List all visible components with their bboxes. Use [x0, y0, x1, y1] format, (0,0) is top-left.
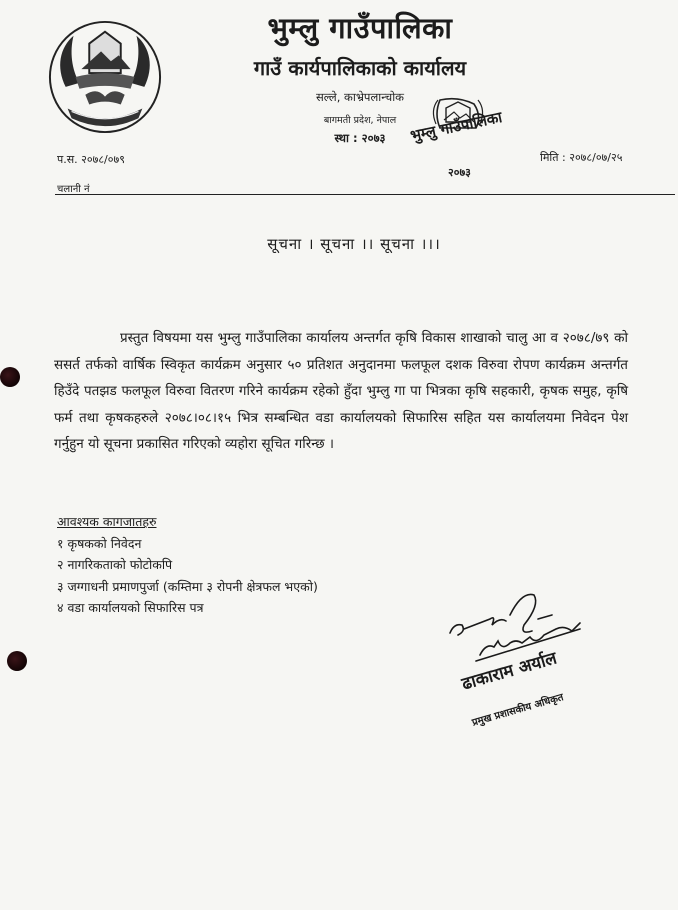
document-item: १ कृषकको निवेदन: [57, 535, 142, 551]
dispatch-number: चलानी नं: [57, 184, 90, 195]
document-item: ४ वडा कार्यालयको सिफारिस पत्र: [57, 600, 204, 615]
office-address: सल्ले, काभ्रेपलान्चोक: [315, 90, 405, 104]
nepal-emblem-icon: [46, 18, 164, 136]
signer-title: प्रमुख प्रशासकीय अधिकृत: [470, 692, 565, 729]
signer-name: ढाकाराम अर्याल: [459, 648, 560, 695]
seal-text: भुम्लु गाउँपालिका: [408, 107, 504, 145]
handwritten-signature-icon: [440, 585, 590, 665]
documents-heading: आवश्यक कागजातहरु: [57, 514, 157, 529]
seal-year: २०७३: [448, 166, 471, 179]
required-documents: [57, 511, 497, 619]
org-name: भुम्लु गाउँपालिका: [267, 11, 453, 45]
punch-hole: [0, 367, 20, 387]
office-name: गाउँ कार्यपालिकाको कार्यालय: [253, 56, 467, 80]
header-divider: [55, 194, 675, 195]
document-item: २ नागरिकताको फोटोकपि: [57, 557, 173, 572]
document-item: ३ जग्गाधनी प्रमाणपुर्जा (कम्तिमा ३ रोपनी क्षेत्रफल भएको): [57, 578, 318, 594]
notice-title: सूचना । सूचना ।। सूचना ।।।: [267, 235, 441, 253]
established-year: स्था : २०७३: [334, 131, 386, 145]
letter-date: मिति : २०७८/०७/२५: [540, 151, 623, 164]
punch-hole: [7, 651, 27, 671]
office-province: बागमती प्रदेश, नेपाल: [323, 115, 397, 126]
reference-number: प.स. २०७८/०७९: [57, 153, 125, 166]
notice-body: प्रस्तुत विषयमा यस भुम्लु गाउँपालिका कार्यालय अन्तर्गत कृषि विकास शाखाको चालु आ व २०७८/७९ को ससर्त तर्फको वार्षिक स्विकृत कार्यक्रम अनुसार ५० प्रतिशत अनुदानमा फलफूल दशक विरुवा रोपण कार्यक्रम अन्तर्गत हिउँदे पतझड फलफूल विरुवा वितरण गरिने कार्यक्रम रहेको हुँदा भुम्लु गा पा भित्रका कृषि सहकारी, कृषक समुह, कृषि फर्म तथा कृषकहरुले २०७८।०८।१५ भित्र सम्बन्धित वडा कार्यालयको सिफारिस सहित यस कार्यालयमा निवेदन पेश गर्नुहुन यो सूचना प्रकासित गरिएको व्यहोरा सूचित गरिन्छ ।: [54, 330, 628, 452]
